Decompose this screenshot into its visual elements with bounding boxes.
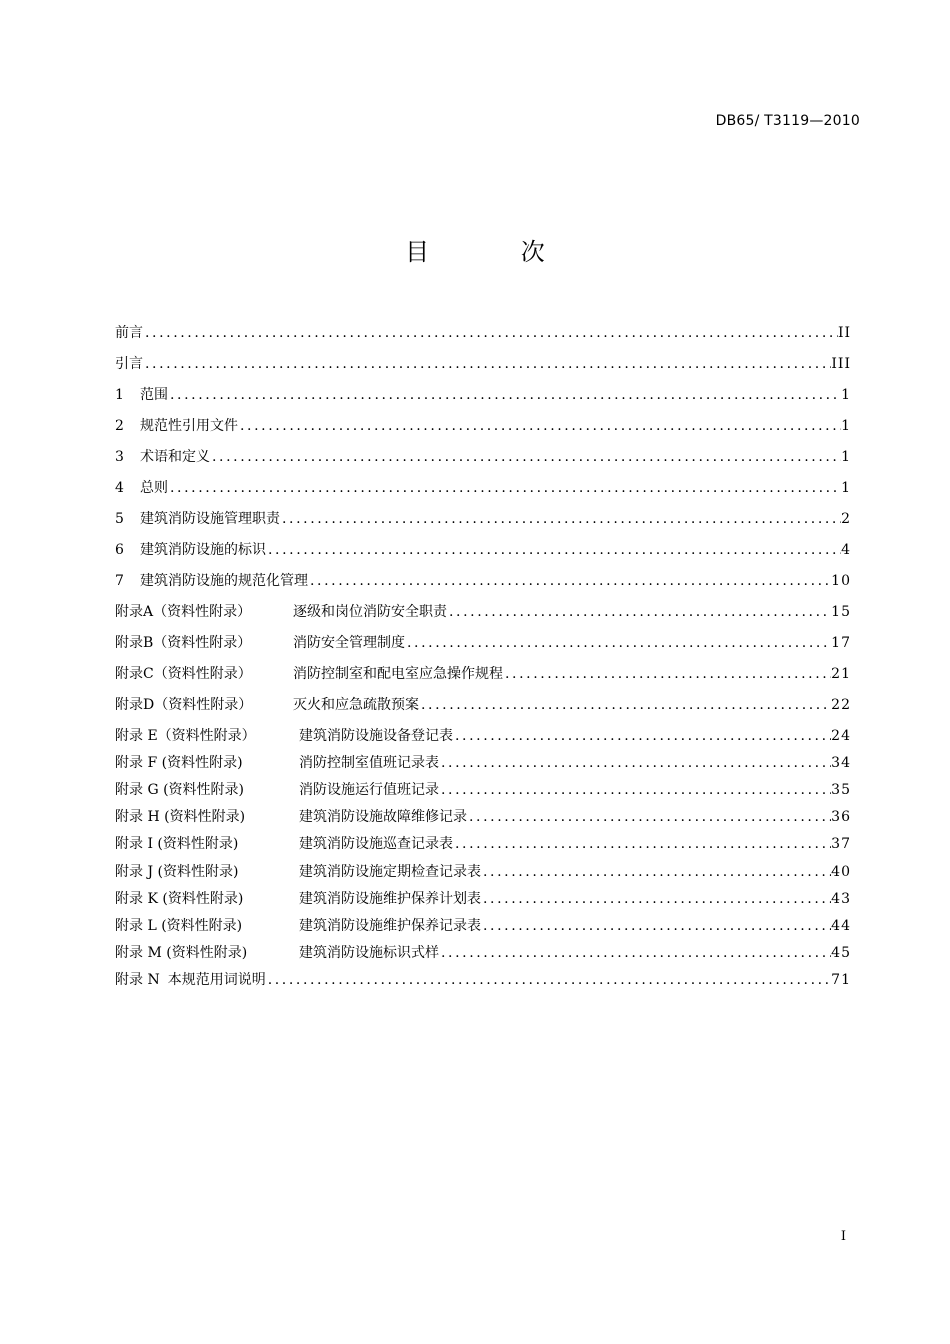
toc-entry-text: 规范性引用文件 bbox=[140, 418, 238, 434]
toc-entry-page: 21 bbox=[831, 666, 851, 682]
toc-entry-text: 建筑消防设施维护保养记录表 bbox=[299, 918, 481, 934]
toc-entry-label bbox=[115, 861, 481, 883]
toc-entry[interactable] bbox=[115, 539, 851, 561]
toc-entry-number: 3 bbox=[115, 449, 124, 465]
toc-entry-leader-dots bbox=[419, 694, 831, 716]
toc-entry[interactable] bbox=[115, 694, 851, 716]
toc-entry-appendix-prefix: 附录 N bbox=[115, 972, 160, 988]
toc-entry-number: 1 bbox=[115, 387, 124, 403]
toc-entry[interactable] bbox=[115, 915, 851, 937]
toc-entry-page: III bbox=[831, 356, 851, 372]
toc-entry[interactable] bbox=[115, 477, 851, 499]
toc-entry-label bbox=[115, 477, 168, 499]
toc-entry-page: 1 bbox=[841, 480, 851, 496]
toc-entry[interactable] bbox=[115, 663, 851, 685]
toc-entry-appendix-prefix: 附录 H (资料性附录) bbox=[115, 809, 246, 825]
page-number: I bbox=[840, 1229, 846, 1244]
toc-entry-leader-dots bbox=[266, 969, 831, 991]
toc-entry-page: 36 bbox=[831, 809, 851, 825]
toc-entry-number: 7 bbox=[115, 573, 124, 589]
toc-entry-text: 消防设施运行值班记录 bbox=[299, 782, 439, 798]
page-title: 目 次 bbox=[405, 238, 587, 266]
toc-entry-number: 6 bbox=[115, 542, 124, 558]
toc-entry-appendix-prefix: 附录 F (资料性附录) bbox=[115, 755, 243, 771]
toc-entry-text: 引言 bbox=[115, 356, 143, 372]
toc-entry-number: 4 bbox=[115, 480, 124, 496]
toc-entry[interactable] bbox=[115, 570, 851, 592]
toc-entry-text: 消防控制室和配电室应急操作规程 bbox=[293, 666, 503, 682]
toc-entry-appendix-prefix: 附录B（资料性附录） bbox=[115, 635, 252, 651]
toc-entry[interactable] bbox=[115, 779, 851, 801]
toc-entry-page: 34 bbox=[831, 755, 851, 771]
toc-entry-page: 17 bbox=[831, 635, 851, 651]
toc-entry-appendix-prefix: 附录 K (资料性附录) bbox=[115, 891, 244, 907]
toc-entry-label bbox=[115, 725, 453, 747]
toc-entry-leader-dots bbox=[143, 353, 831, 375]
toc-entry[interactable] bbox=[115, 446, 851, 468]
toc-entry[interactable] bbox=[115, 969, 851, 991]
toc-entry[interactable] bbox=[115, 632, 851, 654]
toc-entry-leader-dots bbox=[168, 384, 841, 406]
toc-entry-label bbox=[115, 806, 467, 828]
toc-entry-label bbox=[115, 833, 453, 855]
toc-entry[interactable] bbox=[115, 384, 851, 406]
standard-code: DB65/ T3119—2010 bbox=[715, 113, 860, 129]
toc-entry-leader-dots bbox=[168, 477, 841, 499]
toc-entry-appendix-prefix: 附录A（资料性附录） bbox=[115, 604, 252, 620]
toc-entry-text: 前言 bbox=[115, 325, 143, 341]
toc-entry-label bbox=[115, 969, 266, 991]
toc-entry-leader-dots bbox=[453, 725, 831, 747]
toc-entry-label bbox=[115, 779, 439, 801]
toc-entry-text: 本规范用词说明 bbox=[167, 972, 266, 988]
toc-entry-page: 22 bbox=[831, 697, 851, 713]
toc-entry-page: 1 bbox=[841, 449, 851, 465]
toc-entry-text: 建筑消防设施巡查记录表 bbox=[299, 836, 453, 852]
toc-entry-label bbox=[115, 942, 439, 964]
toc-entry-page: 1 bbox=[841, 418, 851, 434]
toc-entry[interactable] bbox=[115, 353, 851, 375]
toc-entry-leader-dots bbox=[439, 779, 831, 801]
toc-entry[interactable] bbox=[115, 942, 851, 964]
toc-entry-text: 逐级和岗位消防安全职责 bbox=[293, 604, 447, 620]
toc-entry-page: II bbox=[837, 325, 851, 341]
toc-entry-page: 44 bbox=[831, 918, 851, 934]
toc-entry[interactable] bbox=[115, 752, 851, 774]
toc-entry-label bbox=[115, 508, 280, 530]
toc-entry[interactable] bbox=[115, 415, 851, 437]
toc-entry-text: 建筑消防设施定期检查记录表 bbox=[299, 864, 481, 880]
toc-entry-text: 消防安全管理制度 bbox=[293, 635, 405, 651]
toc-entry-page: 10 bbox=[831, 573, 851, 589]
toc-entry-label bbox=[115, 632, 405, 654]
toc-entry-text: 建筑消防设施标识式样 bbox=[299, 945, 439, 961]
toc-entry[interactable] bbox=[115, 322, 851, 344]
toc-entry-appendix-prefix: 附录D（资料性附录） bbox=[115, 697, 253, 713]
toc-entry-label bbox=[115, 322, 143, 344]
toc-entry[interactable] bbox=[115, 806, 851, 828]
toc-entry-leader-dots bbox=[439, 942, 831, 964]
toc-entry-number: 2 bbox=[115, 418, 124, 434]
toc-entry-page: 15 bbox=[831, 604, 851, 620]
toc-entry-label bbox=[115, 415, 238, 437]
toc-entry-leader-dots bbox=[405, 632, 831, 654]
toc-entry-page: 24 bbox=[831, 728, 851, 744]
toc-entry-page: 71 bbox=[831, 972, 851, 988]
toc-entry-appendix-prefix: 附录 L (资料性附录) bbox=[115, 918, 243, 934]
toc-entry-page: 1 bbox=[841, 387, 851, 403]
toc-entry[interactable] bbox=[115, 833, 851, 855]
toc-entry-text: 灭火和应急疏散预案 bbox=[293, 697, 419, 713]
toc-entry-label bbox=[115, 888, 481, 910]
toc-entry-label bbox=[115, 384, 168, 406]
toc-entry[interactable] bbox=[115, 601, 851, 623]
toc-entry-appendix-prefix: 附录 G (资料性附录) bbox=[115, 782, 245, 798]
toc-entry-page: 4 bbox=[841, 542, 851, 558]
toc-entry-leader-dots bbox=[481, 861, 831, 883]
toc-entry-text: 建筑消防设施管理职责 bbox=[140, 511, 280, 527]
toc-entry-leader-dots bbox=[308, 570, 831, 592]
toc-entry-label bbox=[115, 752, 439, 774]
toc-entry-text: 建筑消防设施的规范化管理 bbox=[140, 573, 308, 589]
toc-entry-leader-dots bbox=[453, 833, 831, 855]
toc-entry-text: 建筑消防设施的标识 bbox=[140, 542, 266, 558]
toc-entry-leader-dots bbox=[266, 539, 841, 561]
toc-entry-leader-dots bbox=[467, 806, 831, 828]
toc-entry-number: 5 bbox=[115, 511, 124, 527]
toc-entry-leader-dots bbox=[238, 415, 841, 437]
toc-entry-leader-dots bbox=[280, 508, 841, 530]
toc-entry-text: 建筑消防设施故障维修记录 bbox=[299, 809, 467, 825]
toc-entry-label bbox=[115, 694, 419, 716]
toc-entry-text: 建筑消防设施维护保养计划表 bbox=[299, 891, 481, 907]
toc-entry-appendix-prefix: 附录C（资料性附录） bbox=[115, 666, 252, 682]
toc-entry-label bbox=[115, 601, 447, 623]
toc-entry-appendix-prefix: 附录 I (资料性附录) bbox=[115, 836, 239, 852]
toc-entry-text: 建筑消防设施设备登记表 bbox=[299, 728, 453, 744]
toc-entry[interactable] bbox=[115, 725, 851, 747]
toc-entry-text: 范围 bbox=[140, 387, 168, 403]
toc-entry-label bbox=[115, 570, 308, 592]
toc-entry-appendix-prefix: 附录 J (资料性附录) bbox=[115, 864, 239, 880]
toc-entry-appendix-prefix: 附录 M (资料性附录) bbox=[115, 945, 248, 961]
toc-entry-leader-dots bbox=[481, 888, 831, 910]
toc-entry-leader-dots bbox=[143, 322, 838, 344]
toc-entry-text: 术语和定义 bbox=[140, 449, 210, 465]
toc-entry-appendix-prefix: 附录 E（资料性附录） bbox=[115, 728, 256, 744]
toc-entry-label bbox=[115, 663, 503, 685]
toc-entry-text: 总则 bbox=[140, 480, 168, 496]
toc-entry[interactable] bbox=[115, 861, 851, 883]
toc-entry-page: 35 bbox=[831, 782, 851, 798]
toc-entry-page: 2 bbox=[841, 511, 851, 527]
toc-entry-leader-dots bbox=[481, 915, 831, 937]
toc-entry-leader-dots bbox=[210, 446, 841, 468]
toc-entry[interactable] bbox=[115, 888, 851, 910]
toc-entry-label bbox=[115, 915, 481, 937]
toc-entry-page: 37 bbox=[831, 836, 851, 852]
toc-entry-page: 43 bbox=[831, 891, 851, 907]
toc-entry-label bbox=[115, 539, 266, 561]
toc-entry-label bbox=[115, 446, 210, 468]
toc-entry-page: 45 bbox=[831, 945, 851, 961]
toc-entry-label bbox=[115, 353, 143, 375]
toc-entry-leader-dots bbox=[447, 601, 831, 623]
toc-entry-leader-dots bbox=[439, 752, 831, 774]
toc-entry-text: 消防控制室值班记录表 bbox=[299, 755, 439, 771]
toc-entry[interactable] bbox=[115, 508, 851, 530]
toc-entry-leader-dots bbox=[503, 663, 831, 685]
toc-entry-page: 40 bbox=[831, 864, 851, 880]
